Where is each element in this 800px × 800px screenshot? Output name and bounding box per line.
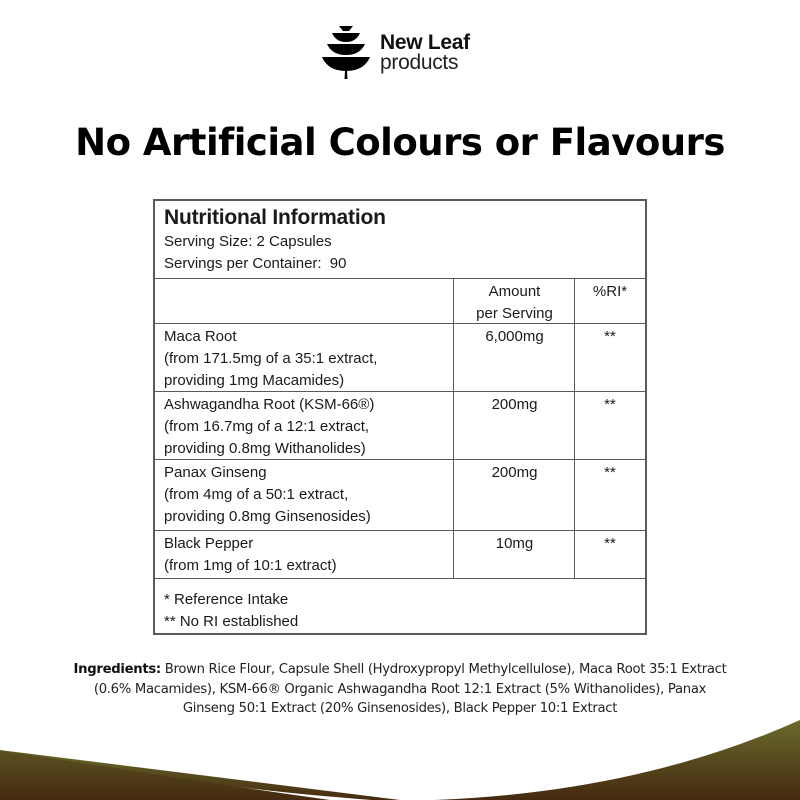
nutrition-title: Nutritional Information: [164, 206, 386, 229]
divider: [155, 530, 645, 531]
table-row-name: Ashwagandha Root (KSM-66®) (from 16.7mg of a 12:1 extract, providing 0.8mg Withanolides): [164, 396, 375, 457]
ingredients-label: Ingredients:: [73, 662, 161, 677]
footnote-reference-intake: * Reference Intake: [164, 591, 289, 608]
serving-size-label: Serving Size:: [164, 233, 253, 250]
table-footnotes: [164, 589, 298, 633]
table-row-ri: **: [604, 328, 616, 345]
servings-label: Servings per Container:: [164, 255, 322, 272]
servings-per-container: [164, 253, 645, 275]
brand-name: New Leaf: [380, 30, 470, 54]
table-row-name: Panax Ginseng (from 4mg of a 50:1 extract, providing 0.8mg Ginsenosides): [164, 464, 371, 525]
footnote-no-ri: ** No RI established: [164, 613, 299, 630]
decorative-swoosh: [0, 700, 800, 800]
table-row-ri: **: [604, 535, 616, 552]
column-header-amount: Amount per Serving: [476, 283, 553, 322]
divider: [155, 278, 645, 279]
ingredients-list: Brown Rice Flour, Capsule Shell (Hydroxypropyl Methylcellulose), Maca Root 35:1 Extract (0.6% Macamides), KSM-66® Organic Ashwagandha Root 12:1 Extract (5% Withanolides), Panax Ginseng 50:1 Extract (20% Ginsenosides), Black Pepper 10:1 Extract: [93, 662, 727, 716]
servings-value: 90: [329, 255, 347, 272]
table-row-ri: **: [604, 464, 616, 481]
divider: [155, 578, 645, 579]
brand-logo: [322, 22, 470, 82]
brand-subtitle: products: [380, 50, 459, 74]
table-row-amount: 200mg: [491, 396, 538, 413]
table-row-name: Maca Root (from 171.5mg of a 35:1 extract, providing 1mg Macamides): [164, 328, 378, 389]
table-row-amount: 6,000mg: [485, 328, 544, 345]
serving-size: [164, 231, 645, 253]
table-row-name: Black Pepper (from 1mg of 10:1 extract): [164, 535, 337, 574]
serving-size-value: 2 Capsules: [256, 233, 332, 250]
nutrition-header: [155, 201, 645, 278]
table-row-ri: **: [604, 396, 616, 413]
table-row-amount: 200mg: [491, 464, 538, 481]
column-header-ri: %RI*: [592, 283, 628, 300]
tiered-leaf-tree-icon: [322, 24, 370, 80]
nutrition-table: [153, 199, 647, 635]
table-row-amount: 10mg: [495, 535, 534, 552]
page-headline: No Artificial Colours or Flavours: [75, 121, 725, 164]
